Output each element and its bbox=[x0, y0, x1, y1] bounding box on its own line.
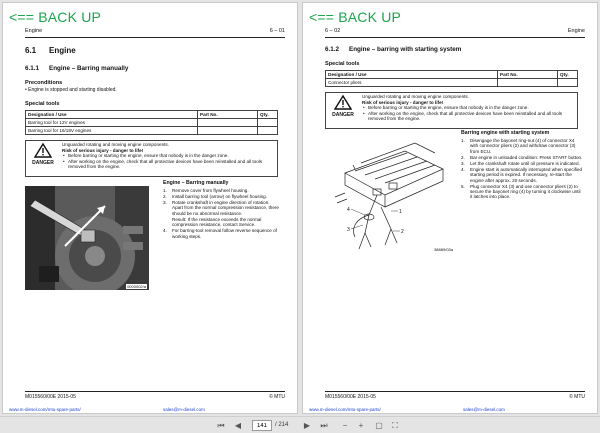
special-tools-heading: Special tools bbox=[25, 101, 60, 107]
preconditions-heading: Preconditions bbox=[25, 80, 63, 86]
header-right: 6 – 01 bbox=[269, 28, 285, 34]
barring-tool-figure bbox=[25, 186, 149, 290]
zoom-in-icon[interactable]: + bbox=[358, 421, 364, 430]
col-part-no: Part No. bbox=[498, 71, 558, 79]
danger-item: • Before barring or starting the engine, ensure that nobody is in the danger zone. bbox=[62, 153, 274, 159]
step-number: 3. bbox=[461, 160, 465, 166]
procedure-title: Barring engine with starting system bbox=[461, 130, 550, 136]
left-page bbox=[2, 2, 298, 414]
danger-item: • After working on the engine, check that all protective devices have been reinstalled and all tools removed from the engine. bbox=[62, 159, 274, 170]
section-number: 6.1 bbox=[25, 46, 37, 55]
col-qty: Qty. bbox=[258, 111, 278, 119]
spare-parts-link[interactable]: www.m-diesel.com/mtu-spare-parts/ bbox=[9, 407, 81, 412]
header-left: 6 – 02 bbox=[325, 28, 341, 34]
zoom-out-icon[interactable]: − bbox=[342, 421, 348, 430]
step-number: 4. bbox=[461, 166, 465, 172]
tool-part-no bbox=[498, 79, 558, 87]
barring-tool-illustration bbox=[25, 186, 149, 290]
prev-page-icon[interactable]: ◀ bbox=[234, 421, 242, 430]
footer-right: © MTU bbox=[569, 394, 585, 400]
table-header-row bbox=[326, 71, 578, 79]
footer-divider bbox=[325, 391, 585, 392]
right-page bbox=[302, 2, 598, 414]
step-text: Remove cover from flywheel housing. bbox=[172, 188, 249, 193]
warning-triangle-icon bbox=[334, 95, 352, 110]
subsection-title: Engine – Barring manually bbox=[49, 65, 129, 72]
step-number: 3. bbox=[163, 200, 167, 205]
fit-page-icon[interactable]: ▢ bbox=[375, 421, 383, 430]
tool-qty bbox=[558, 79, 578, 87]
list-item bbox=[461, 184, 583, 200]
list-item bbox=[163, 194, 281, 199]
step-text: For barring-tool removal follow reverse sequence of working steps. bbox=[172, 228, 277, 239]
procedure-title: Engine – Barring manually bbox=[163, 180, 229, 186]
step-number: 4. bbox=[163, 228, 167, 234]
callout-4: 4 bbox=[347, 207, 350, 213]
danger-box bbox=[25, 140, 278, 177]
danger-symbol bbox=[329, 95, 357, 118]
subsection-title: Engine – barring with starting system bbox=[349, 46, 462, 53]
back-up-link[interactable]: <== BACK UP bbox=[9, 9, 102, 25]
precondition-item: • Engine is stopped and starting disabled. bbox=[25, 87, 117, 93]
viewer-toolbar bbox=[0, 416, 600, 433]
list-item bbox=[163, 188, 281, 193]
tool-designation: Barring tool for 12V engines bbox=[26, 119, 198, 127]
tool-part-no bbox=[198, 119, 258, 127]
danger-label: DANGER bbox=[32, 159, 54, 166]
page-header bbox=[25, 28, 285, 38]
figure-code: 0000002/a bbox=[127, 284, 146, 289]
danger-label: DANGER bbox=[332, 111, 354, 118]
list-item bbox=[163, 217, 281, 228]
page-header bbox=[325, 28, 585, 38]
header-right: Engine bbox=[567, 28, 585, 34]
danger-symbol bbox=[29, 143, 57, 166]
step-text: Plug connector X4 (3) and use connector pliers (2) to secure the bayonet ring (4) by turning it clockwise until it latches into place. bbox=[470, 183, 581, 200]
step-number: 5. bbox=[461, 183, 465, 189]
special-tools-table bbox=[325, 70, 578, 87]
figure-code: 38889/03a bbox=[434, 247, 453, 252]
ecu-connector-illustration bbox=[325, 133, 455, 253]
subsection-number: 6.1.1 bbox=[25, 65, 40, 72]
callout-2: 2 bbox=[401, 229, 404, 235]
col-qty: Qty. bbox=[558, 71, 578, 79]
footer-left: M015560/00E 2015-05 bbox=[325, 394, 376, 400]
danger-text bbox=[62, 142, 274, 170]
danger-risk: Risk of serious injury - danger to life! bbox=[362, 99, 444, 105]
list-item bbox=[163, 228, 281, 239]
tool-qty bbox=[258, 119, 278, 127]
table-header-row bbox=[26, 111, 278, 119]
section-title: Engine bbox=[49, 46, 76, 55]
danger-text bbox=[362, 94, 574, 122]
back-up-link[interactable]: <== BACK UP bbox=[309, 9, 402, 25]
step-number: 2. bbox=[163, 194, 167, 199]
subsection-heading bbox=[325, 46, 461, 53]
footer-left: M015560/00E 2015-05 bbox=[25, 394, 76, 400]
danger-item: • After working on the engine, check that all protective devices have been reinstalled and all tools removed from the engine. bbox=[362, 111, 574, 122]
ecu-connector-figure bbox=[325, 133, 455, 253]
danger-intro: Unguarded rotating and moving engine components. bbox=[62, 142, 170, 147]
fullscreen-icon[interactable]: ⛶ bbox=[392, 421, 398, 430]
list-item bbox=[461, 161, 583, 166]
warning-triangle-icon bbox=[34, 143, 52, 158]
table-row bbox=[26, 127, 278, 135]
list-item bbox=[461, 167, 583, 183]
last-page-icon[interactable]: ⏭ bbox=[320, 421, 328, 430]
step-text: Install barring tool (arrow) on flywheel housing. bbox=[172, 194, 267, 199]
step-number: 1. bbox=[163, 188, 167, 193]
step-text: Disengage the bayonet ring-nut (4) of connector X4 with connector pliers (2) and withdraw connector (3) from ECU. bbox=[470, 138, 576, 154]
danger-intro: Unguarded rotating and moving engine components. bbox=[362, 94, 470, 99]
step-text: Result: If the resistance exceeds the normal compression resistance, contact Service. bbox=[172, 216, 262, 228]
subsection-number: 6.1.2 bbox=[325, 46, 340, 53]
list-item bbox=[461, 138, 583, 154]
tool-qty bbox=[258, 127, 278, 135]
subsection-heading bbox=[25, 65, 128, 72]
table-row bbox=[26, 119, 278, 127]
section-heading bbox=[25, 46, 76, 55]
list-item bbox=[461, 155, 583, 160]
tool-designation: Connector pliers bbox=[326, 79, 498, 87]
col-designation: Designation / Use bbox=[26, 111, 198, 119]
procedure-steps bbox=[163, 188, 281, 240]
first-page-icon[interactable]: ⏮ bbox=[217, 421, 225, 430]
special-tools-table bbox=[25, 110, 278, 135]
step-number: 2. bbox=[461, 154, 465, 160]
step-text: Let the crankshaft rotate until oil pressure is indicated. bbox=[470, 160, 580, 166]
step-text: Bar engine in unloaded condition: Press START button. bbox=[470, 154, 583, 160]
tool-designation: Barring tool for 16/18V engines bbox=[26, 127, 198, 135]
callout-1: 1 bbox=[399, 209, 402, 215]
col-designation: Designation / Use bbox=[326, 71, 498, 79]
tool-part-no bbox=[198, 127, 258, 135]
total-pages: / 214 bbox=[275, 422, 289, 428]
table-row bbox=[326, 79, 578, 87]
col-part-no: Part No. bbox=[198, 111, 258, 119]
danger-item: • Before barring or starting the engine, ensure that nobody is in the danger zone. bbox=[362, 105, 574, 111]
footer-right: © MTU bbox=[269, 394, 285, 400]
danger-risk: Risk of serious injury - danger to life! bbox=[62, 147, 144, 153]
procedure-steps bbox=[461, 138, 583, 200]
sales-email-link[interactable]: sales@m-diesel.com bbox=[463, 407, 505, 412]
callout-3: 3 bbox=[347, 227, 350, 233]
step-text: Engine start is automatically interrupted when specified starting period is expired. If necessary, re-start the engine after approx. 20 seconds. bbox=[470, 166, 583, 183]
spare-parts-link[interactable]: www.m-diesel.com/mtu-spare-parts/ bbox=[309, 407, 381, 412]
list-item bbox=[163, 200, 281, 216]
special-tools-heading: Special tools bbox=[325, 61, 360, 67]
step-number: 1. bbox=[461, 138, 465, 143]
header-left: Engine bbox=[25, 28, 43, 34]
sales-email-link[interactable]: sales@m-diesel.com bbox=[163, 407, 205, 412]
page-number-input[interactable] bbox=[252, 420, 272, 431]
next-page-icon[interactable]: ▶ bbox=[303, 421, 311, 430]
danger-box bbox=[325, 92, 578, 129]
footer-divider bbox=[25, 391, 285, 392]
step-text: Rotate crankshaft in engine direction of rotation. Apart from the normal compression resistance, there should be no abnormal resistance. bbox=[172, 200, 279, 216]
